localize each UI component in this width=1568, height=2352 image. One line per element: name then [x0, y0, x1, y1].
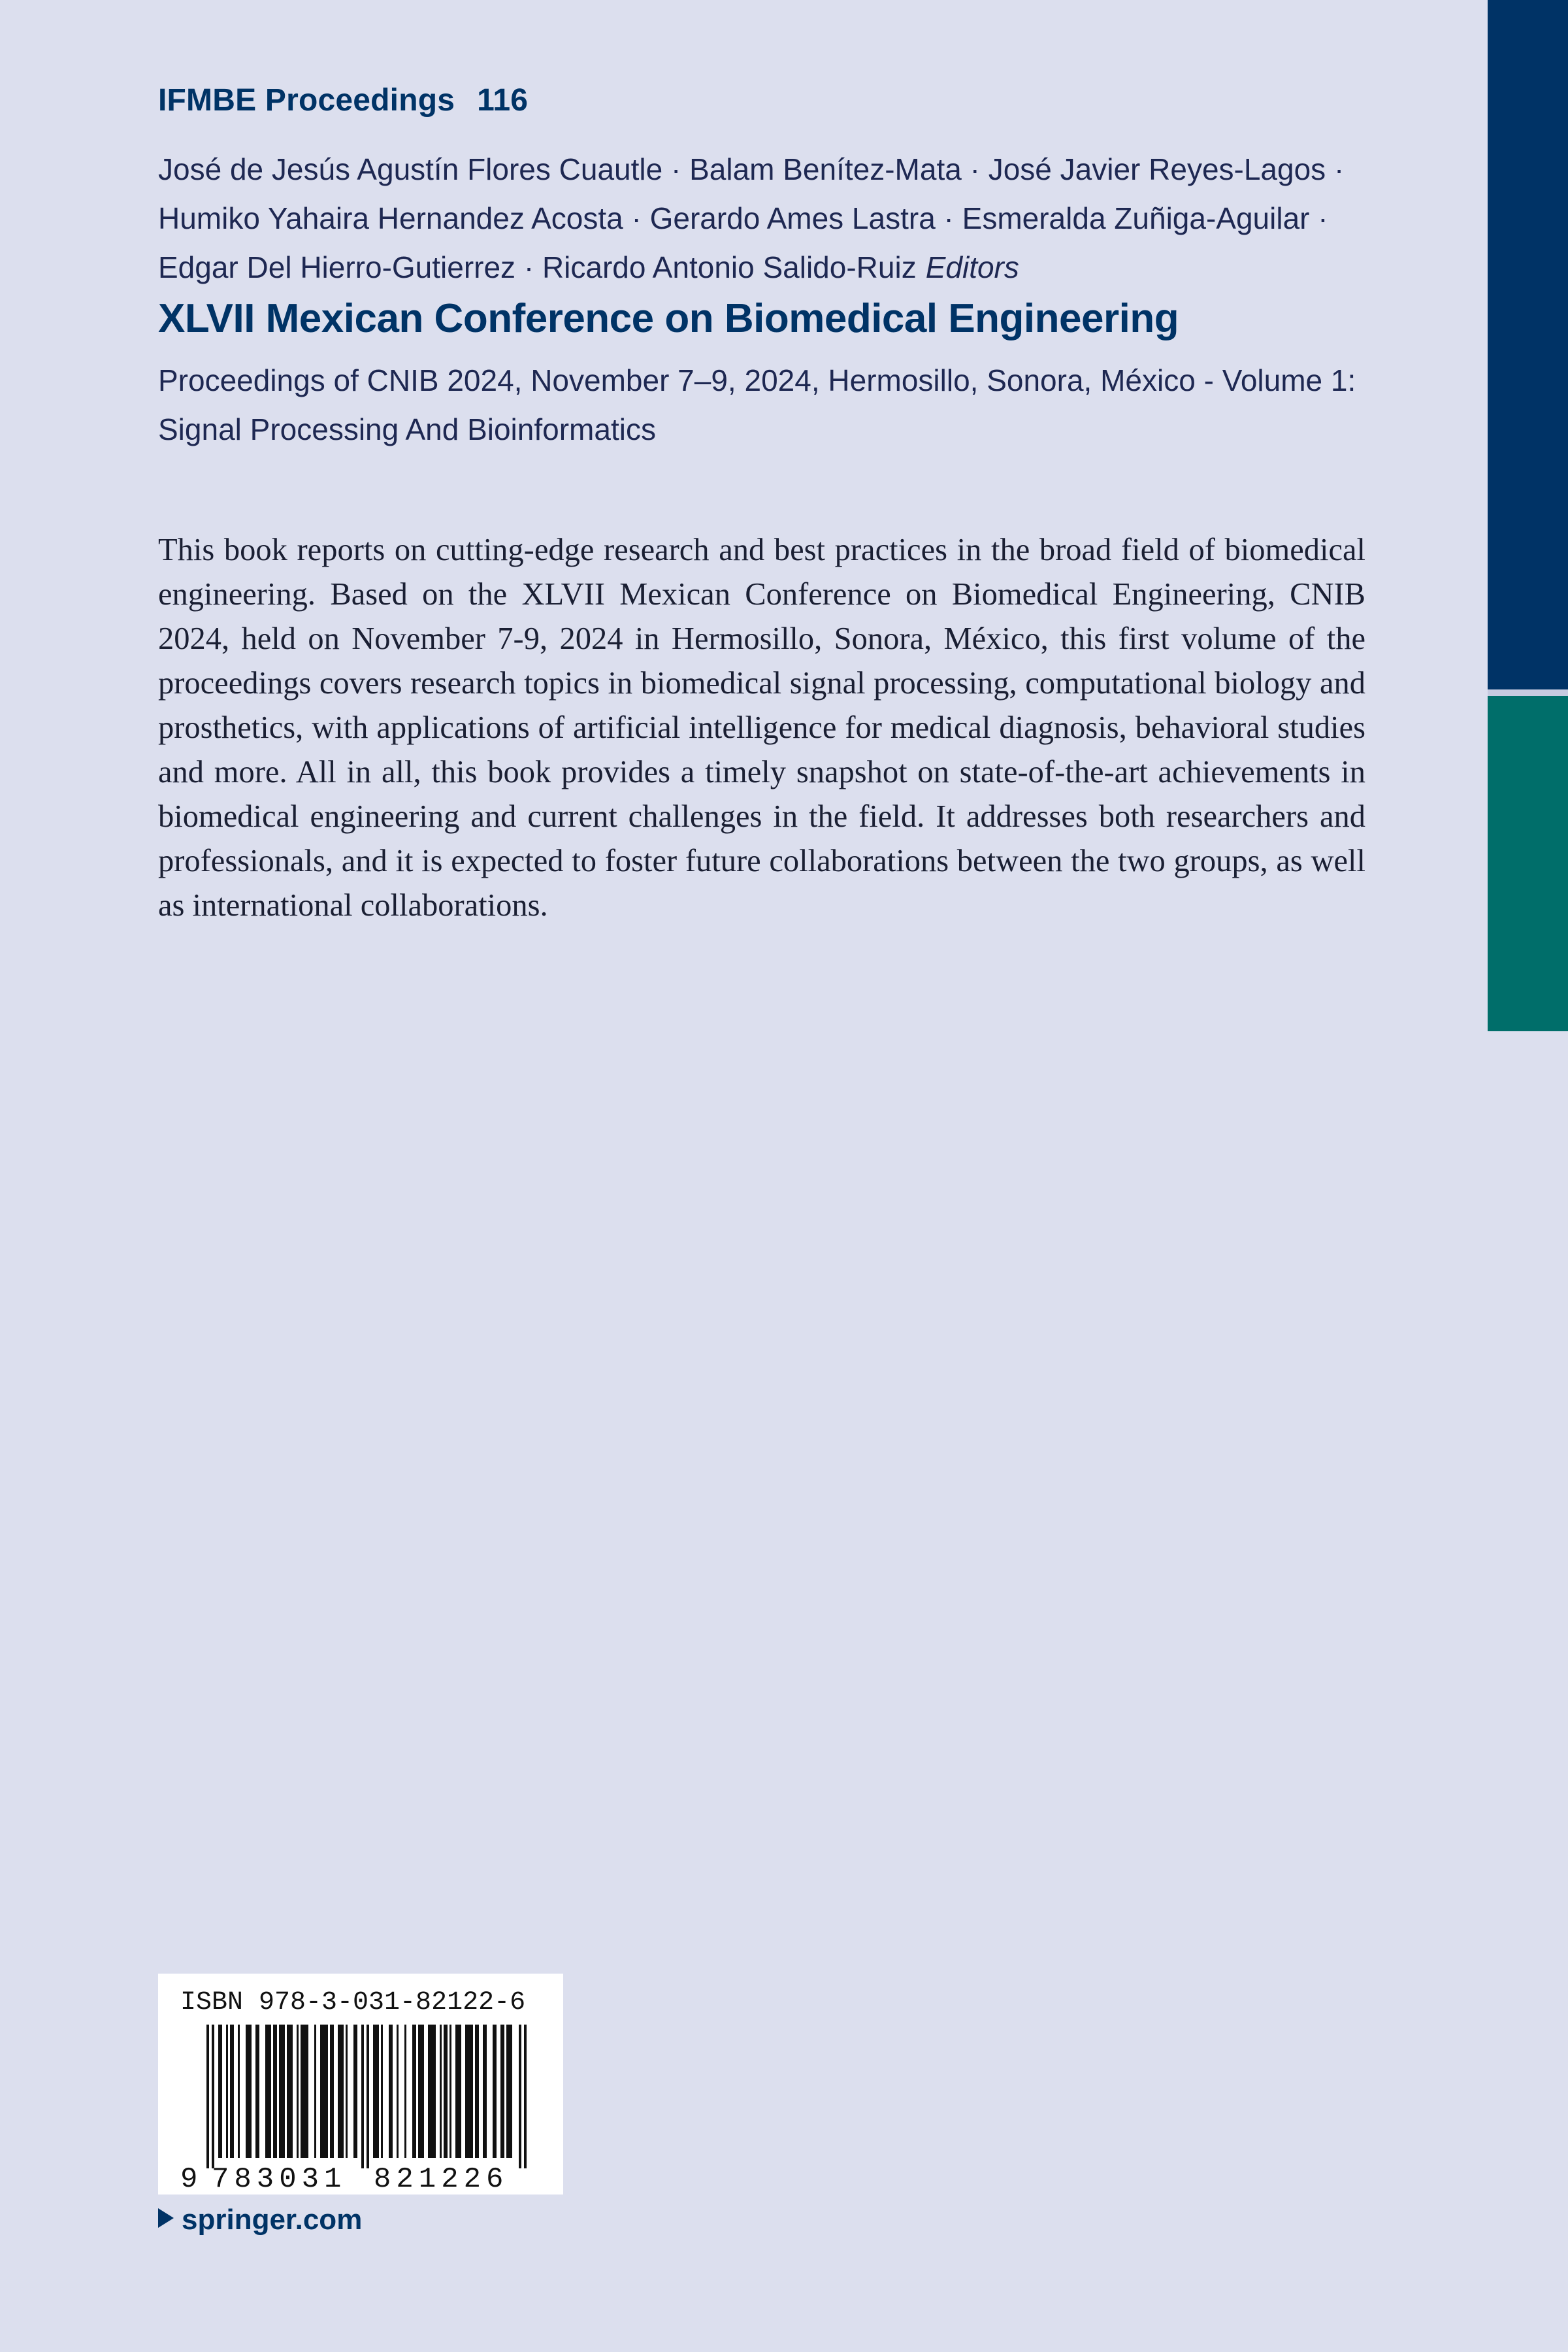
- series-number: 116: [477, 83, 529, 118]
- isbn-barcode: [158, 1974, 563, 2195]
- editors-line-last: [158, 243, 1399, 292]
- barcode-digits-right: 821226: [374, 2163, 509, 2195]
- spine-band-blue: [1488, 0, 1568, 689]
- publisher-url: springer.com: [182, 2204, 363, 2236]
- spine-band-teal: [1488, 696, 1568, 1031]
- editors-label: Editors: [925, 250, 1019, 284]
- series-name: IFMBE Proceedings: [158, 83, 455, 118]
- publisher-link[interactable]: [158, 2204, 362, 2236]
- editors-line: José de Jesús Agustín Flores Cuautle · Balam Benítez-Mata · José Javier Reyes-Lagos ·: [158, 152, 1345, 186]
- book-subtitle: Proceedings of CNIB 2024, November 7–9, 2024, Hermosillo, Sonora, México - Volume 1: Signal Processing And Bioinformatics: [158, 363, 1356, 446]
- series-heading: [158, 82, 528, 118]
- barcode-digits-left: 783031: [212, 2163, 347, 2195]
- triangle-arrow-icon: [158, 2208, 174, 2228]
- editors-list: [158, 145, 1399, 292]
- editors-line: Humiko Yahaira Hernandez Acosta · Gerardo Ames Lastra · Esmeralda Zuñiga-Aguilar ·: [158, 201, 1328, 235]
- barcode-digit-first: 9: [180, 2163, 198, 2195]
- isbn-number: ISBN 978-3-031-82122-6: [180, 1988, 526, 2017]
- editors-line-text: Edgar Del Hierro-Gutierrez · Ricardo Antonio Salido-Ruiz: [158, 250, 917, 284]
- spine-band-divider: [1488, 689, 1568, 696]
- book-title: XLVII Mexican Conference on Biomedical Engineering: [158, 296, 1179, 341]
- book-description: This book reports on cutting-edge research and best practices in the broad field of biomedical engineering. Based on the XLVII Mexican Conference on Biomedical Engineering, CNIB 2024, held on November 7-9, 2024 in Hermosillo, Sonora, México, this first volume of the proceedings covers research topics in biomedical signal processing, computational biology and prosthetics, with applications of artificial intelligence for medical diagnosis, behavioral studies and more. All in all, this book provides a timely snapshot on state-of-the-art achievements in biomedical engineering and current challenges in the field. It addresses both researchers and professionals, and it is expected to foster future collaborations between the two groups, as well as international collaborations.: [158, 533, 1365, 923]
